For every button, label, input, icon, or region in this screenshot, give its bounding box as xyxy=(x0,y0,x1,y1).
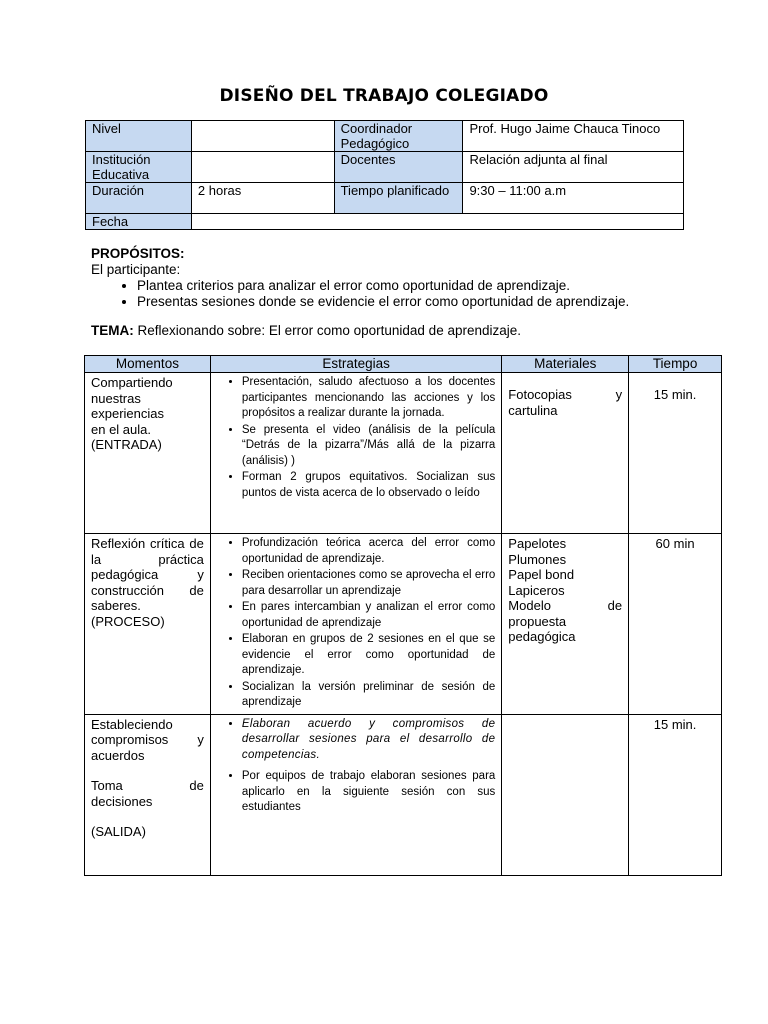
momento-line: nuestras xyxy=(91,390,141,406)
table-row xyxy=(85,534,722,715)
tiempo-cell: 60 min xyxy=(629,534,722,715)
nivel-value xyxy=(191,121,334,152)
moments-table xyxy=(84,355,722,876)
estrategias-cell xyxy=(210,373,501,534)
estrategia-item: • Por equipos de trabajo elaboran sesiones para aplicarlo en la siguiente sesión con sus estudiantes xyxy=(242,769,495,816)
estrategia-item: • Se presenta el video (análisis de la película “Detrás de la pizarra”/Más allá de la pizarra (análisis) ) xyxy=(242,423,495,470)
estrategia-item: • En pares intercambian y analizan el error como oportunidad de aprendizaje xyxy=(242,600,495,631)
tema-label: TEMA: xyxy=(91,323,134,338)
purpose-item: • Plantea criterios para analizar el error como oportunidad de aprendizaje. xyxy=(137,278,711,294)
estrategia-item: • Forman 2 grupos equitativos. Socializan sus puntos de vista acerca de lo observado o leído xyxy=(242,470,495,501)
materiales-cell xyxy=(502,714,629,875)
tiempo-value: 9:30 – 11:00 a.m xyxy=(463,183,684,214)
momento-text: Toma de decisiones xyxy=(91,778,204,809)
table-row xyxy=(85,714,722,875)
table-row xyxy=(85,373,722,534)
fecha-value xyxy=(191,214,683,230)
tema-line xyxy=(91,323,711,339)
momento-text: (SALIDA) xyxy=(91,824,146,839)
header-tiempo: Tiempo xyxy=(629,356,722,373)
header-estrategias: Estrategias xyxy=(210,356,501,373)
purpose-item: • Presentas sesiones donde se evidencie el error como oportunidad de aprendizaje. xyxy=(137,294,711,310)
purposes-intro: El participante: xyxy=(91,262,181,277)
estrategia-item: • Presentación, saludo afectuoso a los docentes participantes mencionando las acciones y los propósitos a realizar durante la jornada. xyxy=(242,375,495,422)
material-item: Papel bond xyxy=(508,567,575,582)
nivel-label: Nivel xyxy=(86,121,192,152)
duracion-label: Duración xyxy=(86,183,192,214)
info-table xyxy=(85,120,684,230)
estrategia-item: • Elaboran acuerdo y compromisos de desarrollar sesiones para el desarrollo de competencias. xyxy=(242,717,495,764)
materiales-cell xyxy=(502,534,629,715)
coordinador-value: Prof. Hugo Jaime Chauca Tinoco xyxy=(463,121,684,152)
tiempo-label: Tiempo planificado xyxy=(334,183,463,214)
document-title: DISEÑO DEL TRABAJO COLEGIADO xyxy=(219,86,549,106)
material-item: Modelo de propuesta pedagógica xyxy=(508,598,623,644)
purposes-list xyxy=(91,278,711,310)
docentes-value: Relación adjunta al final xyxy=(463,152,684,183)
momento-cell xyxy=(85,714,211,875)
material-conj: y xyxy=(615,387,623,402)
momento-text: Estableciendo compromisos y acuerdos xyxy=(91,716,204,763)
coordinador-label: Coordinador Pedagógico xyxy=(334,121,463,152)
material-item: Fotocopias xyxy=(508,387,572,402)
materiales-cell xyxy=(502,373,629,534)
material-item: Papelotes xyxy=(508,536,567,551)
estrategia-item: • Reciben orientaciones como se aprovecha el erro para desarrollar un aprendizaje xyxy=(242,568,495,599)
momento-cell xyxy=(85,373,211,534)
material-item: Lapiceros xyxy=(508,582,565,598)
estrategia-item: • Profundización teórica acerca del error como oportunidad de aprendizaje. xyxy=(242,536,495,567)
institucion-value xyxy=(191,152,334,183)
docentes-label: Docentes xyxy=(334,152,463,183)
material-item: cartulina xyxy=(508,402,558,418)
momento-cell xyxy=(85,534,211,715)
duracion-value: 2 horas xyxy=(191,183,334,214)
momento-line: (ENTRADA) xyxy=(91,437,162,452)
estrategias-cell xyxy=(210,534,501,715)
purposes-section xyxy=(91,246,711,310)
tema-text: Reflexionando sobre: El error como oportunidad de aprendizaje. xyxy=(137,323,521,338)
estrategias-cell xyxy=(210,714,501,875)
fecha-label: Fecha xyxy=(86,214,192,230)
tiempo-cell: 15 min. xyxy=(629,714,722,875)
institucion-label: Institución Educativa xyxy=(86,152,192,183)
momento-line: experiencias xyxy=(91,406,164,421)
estrategia-item: • Socializan la versión preliminar de sesión de aprendizaje xyxy=(242,680,495,711)
tiempo-cell: 15 min. xyxy=(629,373,722,534)
header-momentos: Momentos xyxy=(85,356,211,373)
header-materiales: Materiales xyxy=(502,356,629,373)
estrategia-item: • Elaboran en grupos de 2 sesiones en el que se evidencie el error como oportunidad de aprendizaje. xyxy=(242,632,495,679)
momento-line: en el aula. xyxy=(91,421,151,437)
momento-line: Compartiendo xyxy=(91,375,173,390)
purposes-heading: PROPÓSITOS: xyxy=(91,246,185,261)
material-item: Plumones xyxy=(508,551,567,567)
momento-text: Reflexión crítica de la práctica pedagógica y construcción de saberes. (PROCESO) xyxy=(91,536,204,629)
